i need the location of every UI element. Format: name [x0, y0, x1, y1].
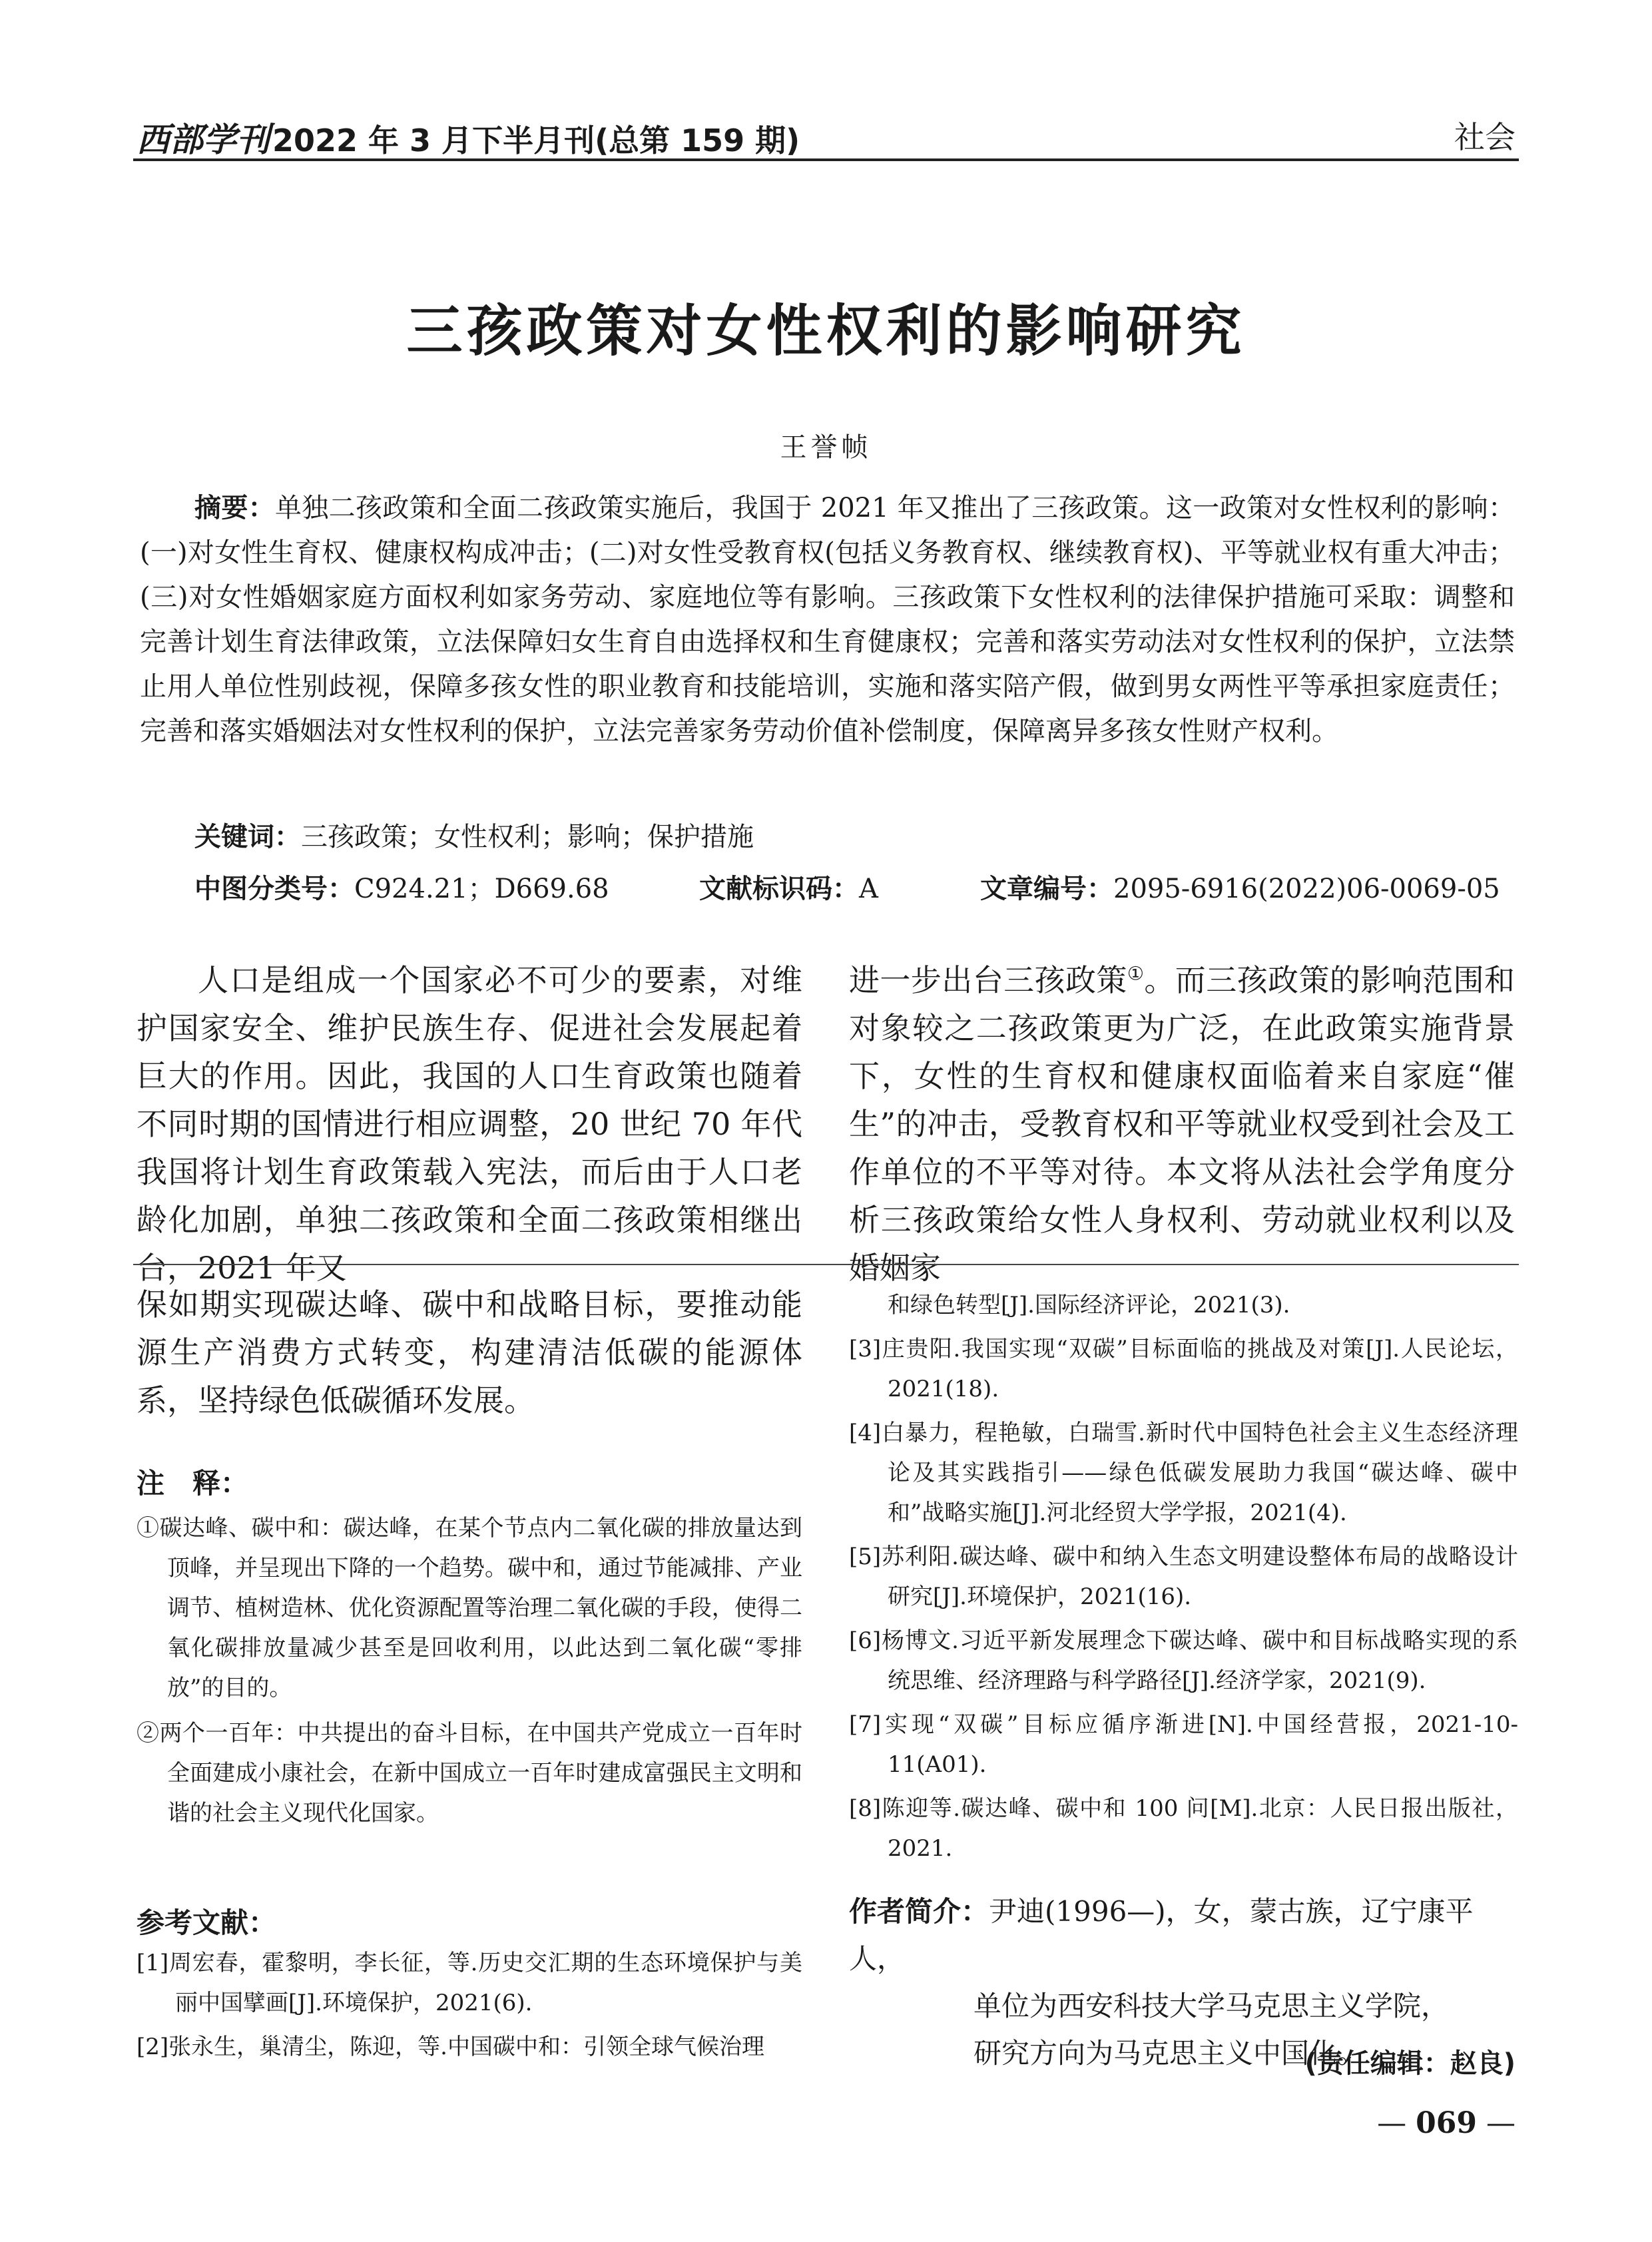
footnote-marker: ①	[1127, 962, 1145, 985]
keywords-label: 关键词：	[194, 822, 301, 852]
body-column-right	[849, 956, 1515, 1292]
journal-header	[137, 113, 800, 161]
author-bio-line: 尹迪(1996—)，女，蒙古族，辽宁康平人，	[849, 1895, 1474, 1975]
doc-code-value: A	[859, 874, 878, 904]
reference-item-continued: 和绿色转型[J].国际经济评论，2021(3).	[888, 1292, 1290, 1318]
journal-logo: 西部学刊	[137, 120, 270, 159]
abstract-text: 单独二孩政策和全面二孩政策实施后，我国于 2021 年又推出了三孩政策。这一政策对女性权利的影响：(一)对女性生育权、健康权构成冲击；(二)对女性受教育权(包括义务教育权、继续教育权)、平等就业权有重大冲击；(三)对女性婚姻家庭方面权利如家务劳动、家庭地位等有影响。三孩政策下女性权利的法律保护措施可采取：调整和完善计划生育法律政策，立法保障妇女生育自由选择权和生育健康权；完善和落实劳动法对女性权利的保护，立法禁止用人单位性别歧视，保障多孩女性的职业教育和技能培训，实施和落实陪产假，做到男女两性平等承担家庭责任；完善和落实婚姻法对女性权利的保护，立法完善家务劳动价值补偿制度，保障离异多孩女性财产权利。	[140, 493, 1515, 746]
body-text-a: 进一步出台三孩政策	[849, 962, 1127, 998]
article-no-label: 文章编号：	[980, 874, 1113, 904]
author-bio-line: 单位为西安科技大学马克思主义学院，	[973, 1990, 1450, 2022]
doc-code-label: 文献标识码：	[699, 874, 859, 904]
body-paragraph-continued	[849, 956, 1515, 1292]
references-heading: 参考文献：	[137, 1906, 277, 1939]
references-right	[849, 1285, 1518, 1868]
section-label: 社会	[1454, 119, 1515, 155]
reference-item: [8]陈迎等.碳达峰、碳中和 100 问[M].北京：人民日报出版社，2021.	[849, 1795, 1518, 1862]
clc-number	[194, 868, 609, 906]
abstract	[140, 486, 1515, 754]
notes-heading: 注 释：	[137, 1467, 249, 1500]
article-author: 王誉帧	[780, 432, 872, 463]
keywords-text: 三孩政策；女性权利；影响；保护措施	[301, 822, 754, 852]
body-text-b: 。而三孩政策的影响范围和对象较之二孩政策更为广泛，在此政策实施背景下，女性的生育权和健康权面临着来自家庭“催生”的冲击，受教育权和平等就业权受到社会及工作单位的不平等对待。本文将从法社会学角度分析三孩政策给女性人身权利、劳动就业权利以及婚姻家	[849, 962, 1515, 1286]
keywords	[194, 816, 754, 854]
clc-label: 中图分类号：	[194, 874, 354, 904]
page-number: — 069 —	[1377, 2106, 1515, 2140]
clc-value: C924.21；D669.68	[354, 874, 609, 904]
document-code	[699, 868, 878, 906]
article-number	[980, 868, 1500, 906]
article-divider	[133, 1264, 1519, 1265]
author-bio-label: 作者简介：	[849, 1895, 989, 1928]
reference-item: [5]苏利阳.碳达峰、碳中和纳入生态文明建设整体布局的战略设计研究[J].环境保护，2021(16).	[849, 1543, 1518, 1610]
note-item: ①碳达峰、碳中和：碳达峰，在某个节点内二氧化碳的排放量达到顶峰，并呈现出下降的一个趋势。碳中和，通过节能减排、产业调节、植树造林、优化资源配置等治理二氧化碳的手段，使得二氧化碳排放量减少甚至是回收利用，以此达到二氧化碳“零排放”的目的。	[137, 1515, 802, 1701]
issue-info: 2022 年 3 月下半月刊(总第 159 期)	[272, 123, 800, 158]
reference-item: [3]庄贵阳.我国实现“双碳”目标面临的挑战及对策[J].人民论坛，2021(18).	[849, 1336, 1518, 1402]
abstract-label: 摘要：	[194, 493, 276, 523]
article-title: 三孩政策对女性权利的影响研究	[406, 298, 1246, 364]
note-item: ②两个一百年：中共提出的奋斗目标，在中国共产党成立一百年时全面建成小康社会，在新中国成立一百年时建成富强民主文明和谐的社会主义现代化国家。	[137, 1720, 802, 1826]
prev-article-body-end	[137, 1280, 802, 1424]
reference-item: [1]周宏春，霍黎明，李长征，等.历史交汇期的生态环境保护与美丽中国擘画[J].环境保护，2021(6).	[137, 1950, 802, 2016]
body-column-left	[137, 956, 802, 1292]
prev-article-text: 保如期实现碳达峰、碳中和战略目标，要推动能源生产消费方式转变，构建清洁低碳的能源体系，坚持绿色低碳循环发展。	[137, 1286, 802, 1418]
body-paragraph: 人口是组成一个国家必不可少的要素，对维护国家安全、维护民族生存、促进社会发展起着巨大的作用。因此，我国的人口生育政策也随着不同时期的国情进行相应调整，20 世纪 70 年代我国将计划生育政策载入宪法，而后由于人口老龄化加剧，单独二孩政策和全面二孩政策相继出台，2021 年又	[137, 962, 802, 1286]
header-rule	[133, 158, 1519, 161]
reference-item: [6]杨博文.习近平新发展理念下碳达峰、碳中和目标战略实现的系统思维、经济理路与科学路径[J].经济学家，2021(9).	[849, 1627, 1518, 1694]
author-bio-line: 研究方向为马克思主义中国化。	[973, 2037, 1366, 2070]
notes-list	[137, 1508, 802, 1833]
references-left	[137, 1943, 802, 2067]
article-no-value: 2095-6916(2022)06-0069-05	[1113, 874, 1500, 904]
reference-item: [4]白暴力，程艳敏，白瑞雪.新时代中国特色社会主义生态经济理论及其实践指引——绿色低碳发展助力我国“碳达峰、碳中和”战略实施[J].河北经贸大学学报，2021(4).	[849, 1420, 1518, 1526]
page-number-value: 069	[1416, 2106, 1477, 2140]
responsible-editor: (责任编辑：赵良)	[1304, 2048, 1515, 2079]
reference-item: [7]实现“双碳”目标应循序渐进[N].中国经营报，2021-10-11(A01).	[849, 1711, 1518, 1778]
reference-item: [2]张永生，巢清尘，陈迎，等.中国碳中和：引领全球气候治理	[137, 2034, 764, 2060]
